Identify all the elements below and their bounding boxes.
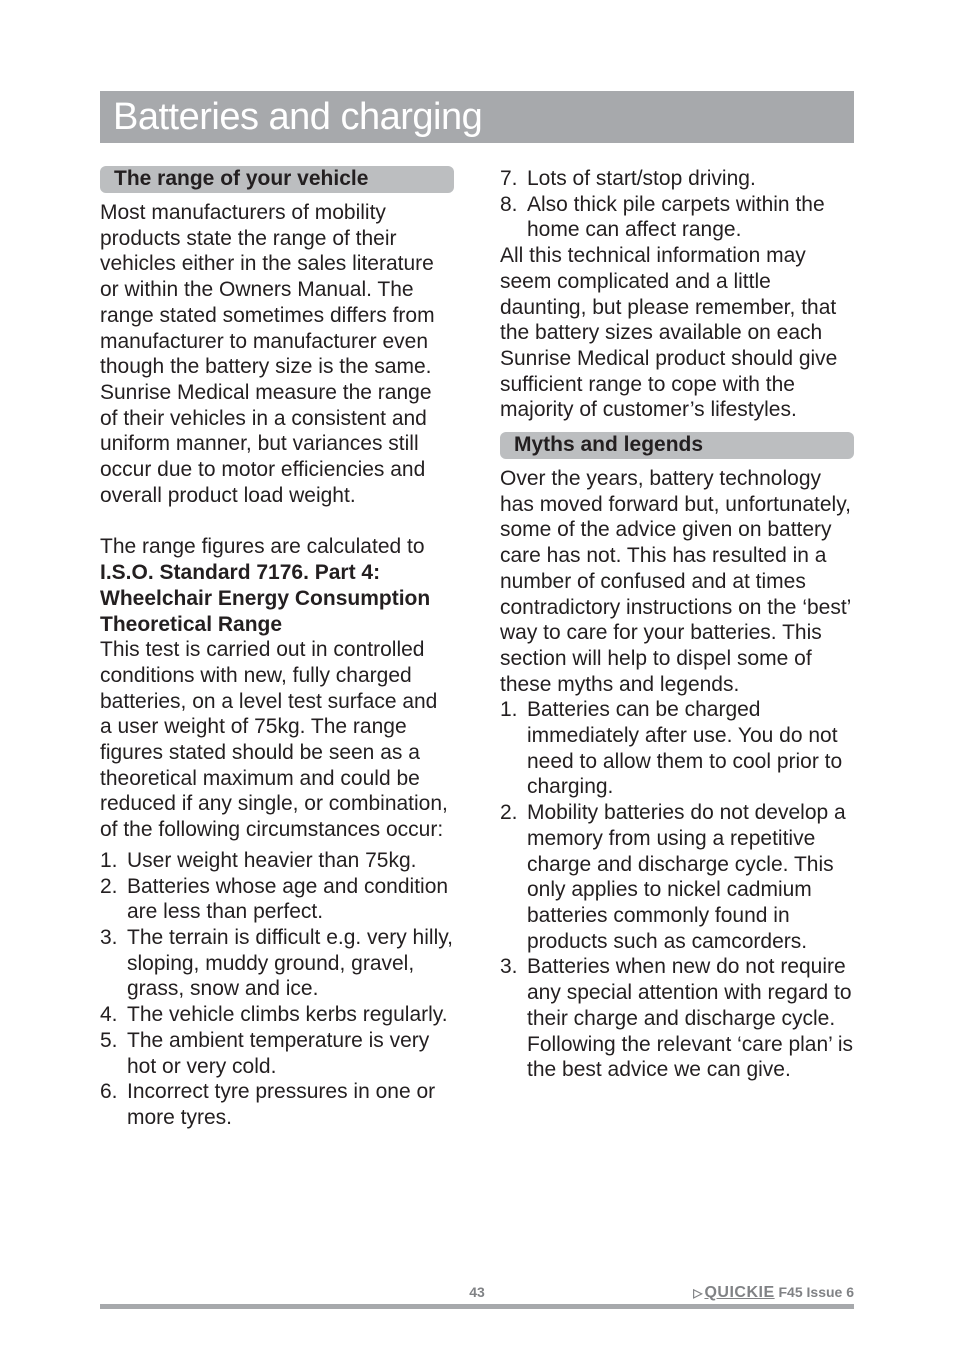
footer-divider: [100, 1304, 854, 1309]
list-number: 4.: [100, 1003, 118, 1027]
list-text: Batteries can be charged immediately after use. You do not need to allow them to cool prior to charging.: [527, 698, 843, 799]
brand-logo: QUICKIE: [704, 1284, 775, 1301]
list-text: Mobility batteries do not develop a memory from using a repetitive charge and discharge cycle. This only applies to nickel cadmium batteries commonly found in products such as camcorders.: [527, 801, 846, 953]
list-number: 5.: [100, 1028, 118, 1052]
standard-title-line-2: Wheelchair Energy Consumption: [100, 586, 431, 610]
list-item: [500, 697, 854, 800]
list-number: 3.: [500, 955, 518, 979]
list-number: 8.: [500, 192, 518, 216]
section-heading-range: The range of your vehicle: [100, 166, 454, 193]
list-number: 3.: [100, 925, 118, 949]
left-column: [100, 166, 454, 1131]
list-number: 1.: [500, 698, 518, 722]
standard-title-line-1: I.S.O. Standard 7176. Part 4:: [100, 561, 381, 585]
standard-title-line-3: Theoretical Range: [100, 612, 283, 636]
list-number: 1.: [100, 848, 118, 872]
list-number: 2.: [100, 874, 118, 898]
list-item: [100, 1028, 454, 1079]
calc-lead-text: The range figures are calculated to: [100, 535, 425, 559]
list-text: Batteries when new do not require any special attention with regard to their charge and discharge cycle. Following the relevant ‘care plan’ is the best advice we can give.: [527, 955, 854, 1082]
page-number: 43: [469, 1284, 485, 1300]
myths-list: [500, 697, 854, 1083]
range-intro-paragraph: Most manufacturers of mobility products state the range of their vehicles either in the sales literature or within the Owners Manual. The range stated sometimes differs from manufacturer to manufacturer even though the battery size is the same. Sunrise Medical measure the range of their vehicles in a consistent and uniform manner, but variances still occur due to motor efficiencies and overall product load weight.: [100, 201, 435, 507]
issue-label: Issue 6: [806, 1284, 854, 1300]
list-item: [100, 874, 454, 925]
list-item: [100, 925, 454, 1002]
title-bar: [100, 91, 854, 143]
list-item: [100, 1079, 454, 1130]
list-item: [100, 848, 454, 874]
list-item: [100, 1002, 454, 1028]
section-heading-myths: Myths and legends: [500, 432, 854, 459]
list-text: Also thick pile carpets within the home can affect range.: [527, 192, 825, 242]
model-name: F45: [778, 1284, 803, 1300]
test-conditions-paragraph: This test is carried out in controlled conditions with new, fully charged batteries, on a level test surface and a user weight of 75kg. The range figures stated should be seen as a theoretical maximum and could be reduced if any single, or combination, of the following circumstances occur:: [100, 638, 448, 842]
list-item: [500, 166, 854, 192]
list-text: The terrain is difficult e.g. very hilly, sloping, muddy ground, gravel, grass, snow and ice.: [127, 925, 454, 1001]
paragraph-spacer: [100, 508, 454, 534]
list-number: 6.: [100, 1080, 118, 1104]
list-item: [500, 954, 854, 1083]
triangle-logo-icon: ▷: [693, 1286, 703, 1300]
list-item: [500, 800, 854, 954]
list-text: The vehicle climbs kerbs regularly.: [127, 1003, 448, 1027]
list-text: Lots of start/stop driving.: [527, 167, 756, 190]
list-item: [500, 192, 854, 243]
page-title: Batteries and charging: [113, 96, 483, 138]
list-text: Batteries whose age and condition are less than perfect.: [127, 874, 449, 924]
range-factors-list-continued: [500, 166, 854, 243]
range-factors-list: [100, 848, 454, 1131]
list-text: The ambient temperature is very hot or very cold.: [127, 1028, 430, 1078]
list-number: 2.: [500, 801, 518, 825]
myths-intro-paragraph: Over the years, battery technology has moved forward but, unfortunately, some of the advice given on battery care has not. This has resulted in a number of confused and at times contradictory instructions on the ‘best’ way to care for your batteries. This section will help to dispel some of these myths and legends.: [500, 467, 851, 696]
right-column: [500, 166, 854, 1083]
summary-paragraph: All this technical information may seem complicated and a little daunting, but please remember, that the battery sizes available on each Sunrise Medical product should give sufficient range to cope with the majority of customer’s lifestyles.: [500, 244, 838, 422]
list-text: User weight heavier than 75kg.: [127, 848, 417, 872]
list-text: Incorrect tyre pressures in one or more tyres.: [127, 1080, 436, 1129]
list-number: 7.: [500, 167, 518, 190]
footer-brand: [693, 1284, 854, 1302]
